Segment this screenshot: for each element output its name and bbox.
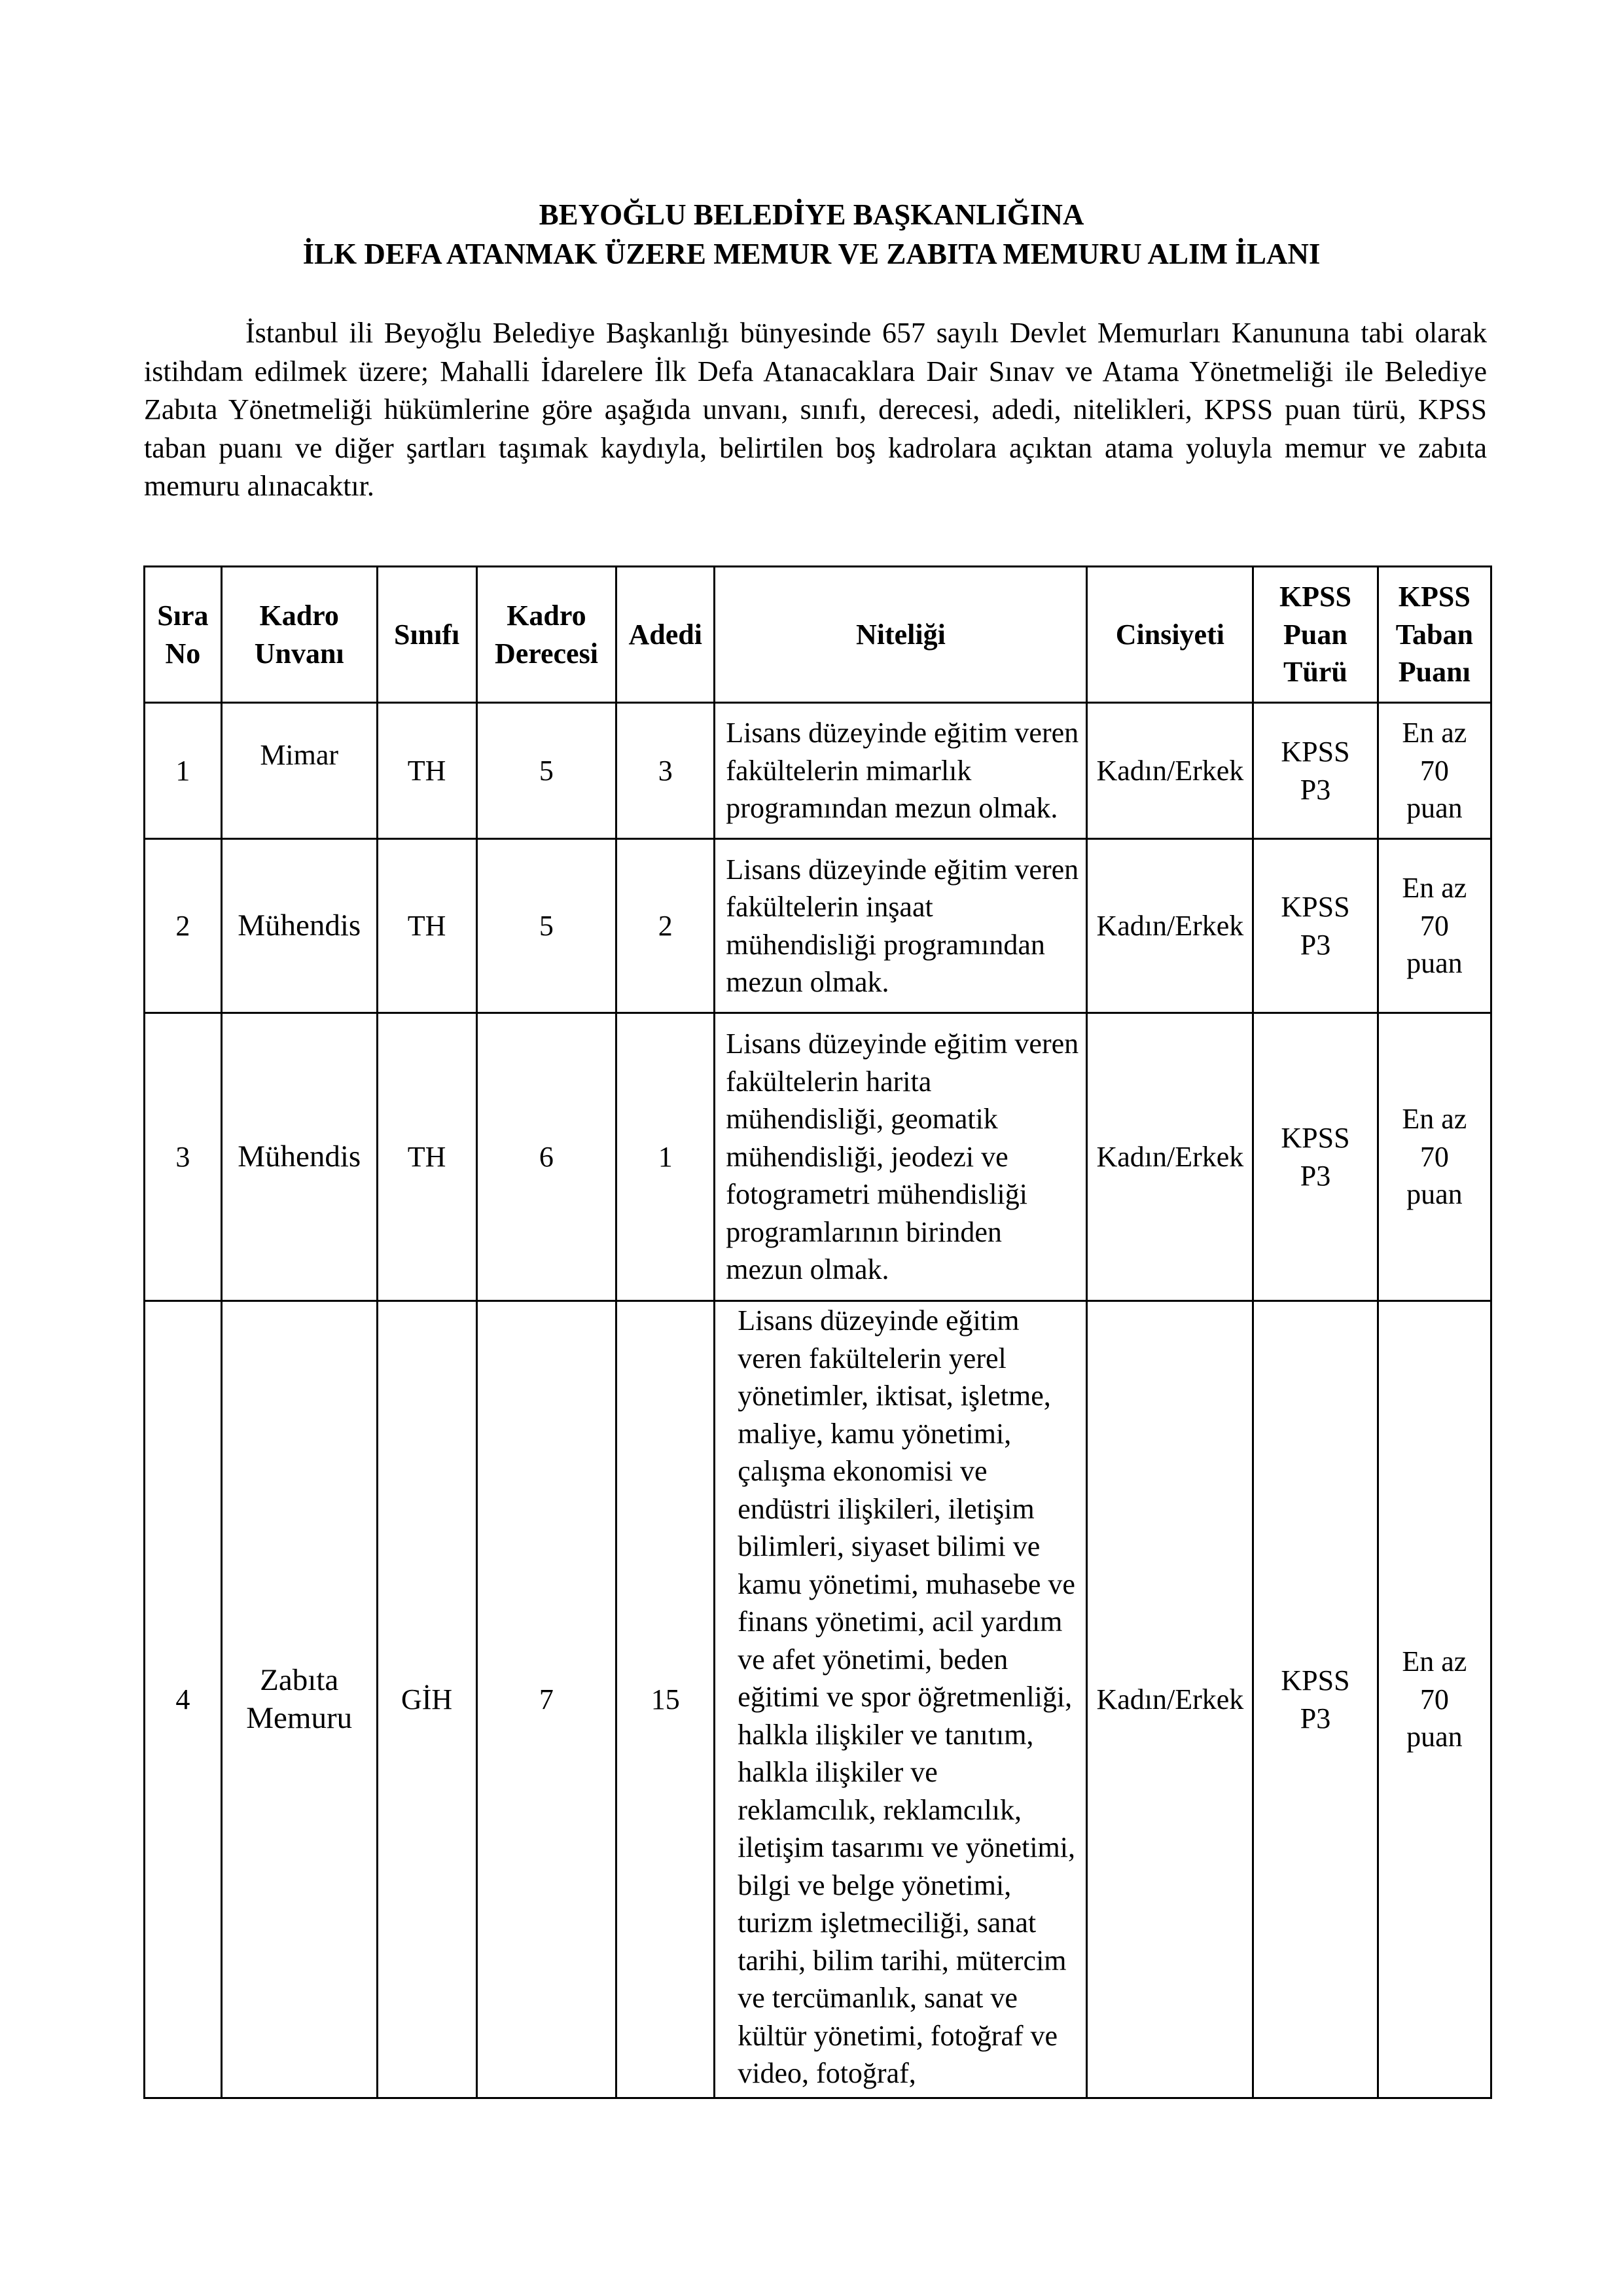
cell-sira: 3 xyxy=(145,1013,222,1301)
cell-sinifi: TH xyxy=(377,1013,476,1301)
intro-paragraph: İstanbul ili Beyoğlu Belediye Başkanlığı bünyesinde 657 sayılı Devlet Memurları Kanununa tabi olarak istihdam edilmek üzere; Mahalli İdarelere İlk Defa Atanacaklara Dair Sınav ve Atama Yönetmeliği ile Belediye Zabıta Yönetmeliği hükümlerine göre aşağıda unvanı, sınıfı, derecesi, adedi, nitelikleri, KPSS puan türü, KPSS taban puanı ve diğer şartları taşımak kaydıyla, belirtilen boş kadrolara açıktan atama yoluyla memur ve zabıta memuru alınacaktır. xyxy=(144,317,1487,502)
header-kpss-taban-puani: KPSS Taban Puanı xyxy=(1378,567,1491,703)
cell-derece: 6 xyxy=(476,1013,616,1301)
table-header-row xyxy=(145,567,1491,703)
table-row xyxy=(145,703,1491,839)
cell-kpss-puan-turu: KPSS P3 xyxy=(1253,703,1378,839)
cell-sinifi: GİH xyxy=(377,1301,476,2098)
cell-cinsiyet: Kadın/Erkek xyxy=(1087,839,1253,1013)
header-niteligi: Niteliği xyxy=(715,567,1087,703)
table-row xyxy=(145,1013,1491,1301)
cell-kpss-puan-turu: KPSS P3 xyxy=(1253,1301,1378,2098)
cell-cinsiyet: Kadın/Erkek xyxy=(1087,1013,1253,1301)
cell-derece: 7 xyxy=(476,1301,616,2098)
header-sinifi: Sınıfı xyxy=(377,567,476,703)
cell-kpss-taban-puani: En az 70 puan xyxy=(1378,1013,1491,1301)
cell-sinifi: TH xyxy=(377,839,476,1013)
header-adedi: Adedi xyxy=(616,567,715,703)
cell-adedi: 3 xyxy=(616,703,715,839)
cell-kadro-unvani: Mimar xyxy=(221,703,377,839)
cell-niteligi: Lisans düzeyinde eğitim veren fakültelerin inşaat mühendisliği programından mezun olmak. xyxy=(715,839,1087,1013)
cell-kpss-puan-turu: KPSS P3 xyxy=(1253,839,1378,1013)
cell-kpss-puan-turu: KPSS P3 xyxy=(1253,1013,1378,1301)
cell-kpss-taban-puani: En az 70 puan xyxy=(1378,1301,1491,2098)
cell-sira: 1 xyxy=(145,703,222,839)
cell-sinifi: TH xyxy=(377,703,476,839)
cell-kadro-unvani: Zabıta Memuru xyxy=(221,1301,377,2098)
cell-kadro-unvani: Mühendis xyxy=(221,1013,377,1301)
cell-niteligi: Lisans düzeyinde eğitim veren fakültelerin harita mühendisliği, geomatik mühendisliği, jeodezi ve fotogrametri mühendisliği programlarının birinden mezun olmak. xyxy=(715,1013,1087,1301)
page-title-line-2: İLK DEFA ATANMAK ÜZERE MEMUR VE ZABITA MEMURU ALIM İLANI xyxy=(302,238,1321,270)
cell-adedi: 2 xyxy=(616,839,715,1013)
cell-cinsiyet: Kadın/Erkek xyxy=(1087,1301,1253,2098)
cell-niteligi: Lisans düzeyinde eğitim veren fakültelerin mimarlık programından mezun olmak. xyxy=(715,703,1087,839)
table-row xyxy=(145,1301,1491,2098)
table-row xyxy=(145,839,1491,1013)
header-kadro-unvani: Kadro Unvanı xyxy=(221,567,377,703)
header-cinsiyeti: Cinsiyeti xyxy=(1087,567,1253,703)
cell-adedi: 1 xyxy=(616,1013,715,1301)
cell-niteligi: Lisans düzeyinde eğitim veren fakültelerin yerel yönetimler, iktisat, işletme, maliye, kamu yönetimi, çalışma ekonomisi ve endüstri ilişkileri, iletişim bilimleri, siyaset bilimi ve kamu yönetimi, muhasebe ve finans yönetimi, acil yardım ve afet yönetimi, beden eğitimi ve spor öğretmenliği, halkla ilişkiler ve tanıtım, halkla ilişkiler ve reklamcılık, reklamcılık, iletişim tasarımı ve yönetimi, bilgi ve belge yönetimi, turizm işletmeciliği, sanat tarihi, bilim tarihi, mütercim ve tercümanlık, sanat ve kültür yönetimi, fotoğraf ve video, fotoğraf, xyxy=(715,1301,1087,2098)
cell-derece: 5 xyxy=(476,703,616,839)
position-table xyxy=(143,565,1492,2099)
header-kpss-puan-turu: KPSS Puan Türü xyxy=(1253,567,1378,703)
page-title-line-1: BEYOĞLU BELEDİYE BAŞKANLIĞINA xyxy=(539,198,1084,231)
header-sira-no: Sıra No xyxy=(145,567,222,703)
cell-kadro-unvani: Mühendis xyxy=(221,839,377,1013)
cell-cinsiyet: Kadın/Erkek xyxy=(1087,703,1253,839)
cell-sira: 2 xyxy=(145,839,222,1013)
cell-kpss-taban-puani: En az 70 puan xyxy=(1378,839,1491,1013)
cell-kpss-taban-puani: En az 70 puan xyxy=(1378,703,1491,839)
cell-sira: 4 xyxy=(145,1301,222,2098)
cell-derece: 5 xyxy=(476,839,616,1013)
header-kadro-derecesi: Kadro Derecesi xyxy=(476,567,616,703)
cell-adedi: 15 xyxy=(616,1301,715,2098)
